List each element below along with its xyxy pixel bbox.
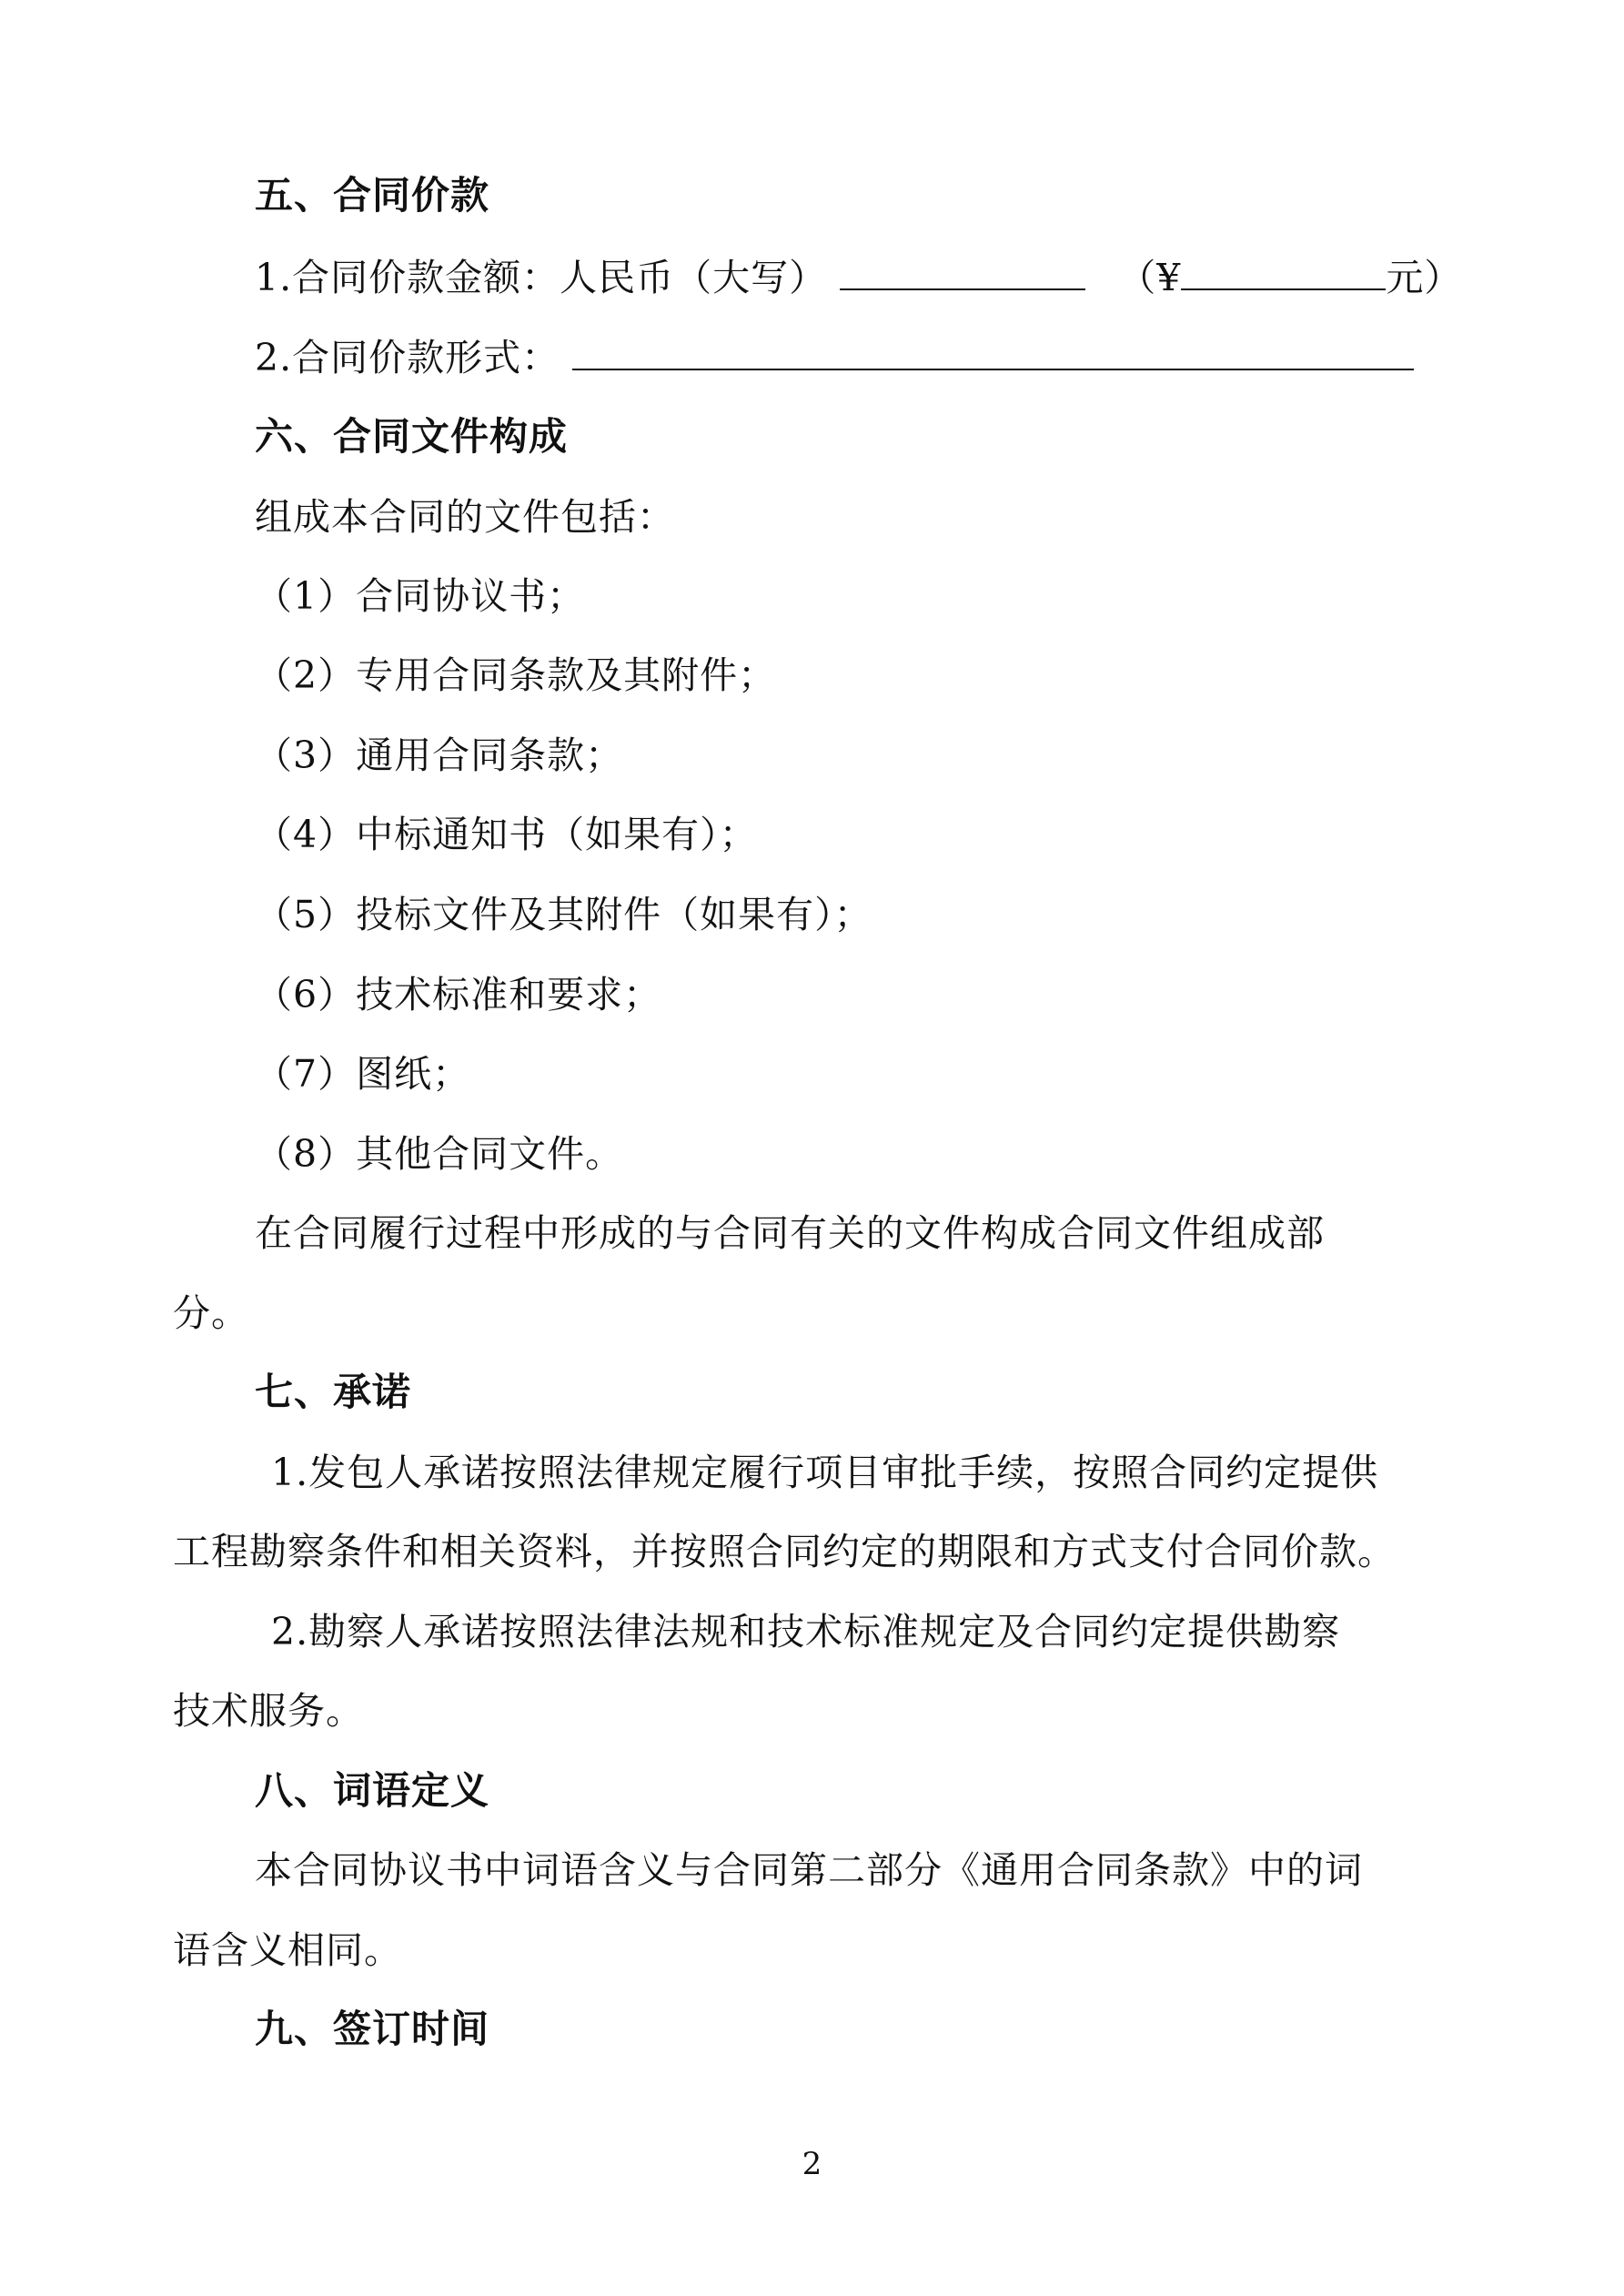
document-list-item: （6）技术标准和要求； xyxy=(255,973,662,1017)
commitment-one-line1: 1.发包人承诺按照法律规定履行项目审批手续，按照合同约定提供 xyxy=(271,1451,1379,1494)
page-number: 2 xyxy=(802,2146,822,2182)
section-five-heading: 五、合同价款 xyxy=(255,173,490,217)
contract-amount-label: 1.合同价款金额：人民币（大写） xyxy=(255,256,828,299)
commitment-one-line2: 工程勘察条件和相关资料，并按照合同约定的期限和方式支付合同价款。 xyxy=(173,1530,1396,1573)
amount-currency-symbol: （¥ xyxy=(1118,256,1182,299)
document-list-item: （2）专用合同条款及其附件； xyxy=(255,653,777,697)
commitment-two-line2: 技术服务。 xyxy=(173,1689,364,1733)
contract-form-blank[interactable] xyxy=(572,336,1414,370)
section-six-heading: 六、合同文件构成 xyxy=(255,414,569,459)
section-six-closing-line1: 在合同履行过程中形成的与合同有关的文件构成合同文件组成部 xyxy=(255,1211,1325,1255)
definitions-line2: 语含义相同。 xyxy=(173,1928,402,1972)
definitions-line1: 本合同协议书中词语含义与合同第二部分《通用合同条款》中的词 xyxy=(255,1848,1363,1892)
contract-amount-line xyxy=(255,255,1462,300)
contract-form-line xyxy=(255,335,1414,380)
amount-unit: 元） xyxy=(1386,256,1463,299)
document-list-item: （4）中标通知书（如果有）； xyxy=(255,813,758,856)
section-six-closing-line2: 分。 xyxy=(173,1291,249,1335)
document-list-item: （8）其他合同文件。 xyxy=(255,1132,624,1176)
commitment-two-line1: 2.勘察人承诺按照法律法规和技术标准规定及合同约定提供勘察 xyxy=(271,1610,1341,1654)
document-list-item: （1）合同协议书； xyxy=(255,574,586,618)
document-list-item: （5）投标文件及其附件（如果有）； xyxy=(255,893,873,936)
section-six-intro: 组成本合同的文件包括： xyxy=(255,495,675,539)
amount-capital-blank[interactable] xyxy=(840,256,1085,290)
section-eight-heading: 八、词语定义 xyxy=(255,1768,490,1813)
document-list-item: （3）通用合同条款； xyxy=(255,733,624,777)
document-list-item: （7）图纸； xyxy=(255,1052,471,1096)
contract-form-label: 2.合同价款形式： xyxy=(255,336,560,379)
section-seven-heading: 七、承诺 xyxy=(255,1370,412,1414)
amount-number-blank[interactable] xyxy=(1181,256,1386,290)
section-nine-heading: 九、签订时间 xyxy=(255,2007,490,2051)
